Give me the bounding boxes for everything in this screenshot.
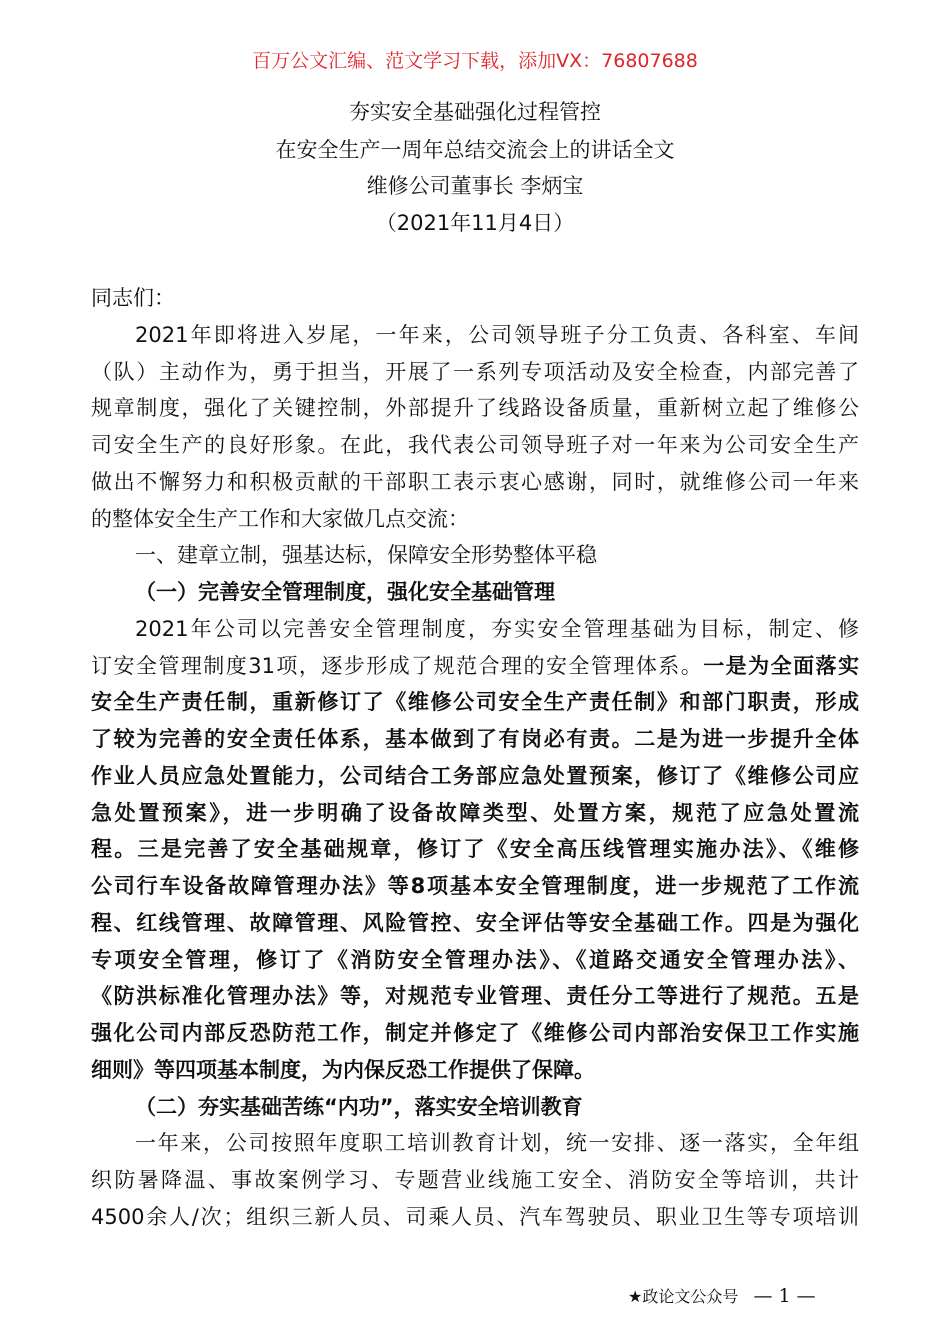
text-segment: 订安全管理制度31项，逐步形成了规范合理的安全管理体系。 [91,653,704,678]
text-line [91,390,859,427]
text-line [91,978,859,1015]
text-line [91,795,859,832]
text-line [91,1199,859,1236]
text-segment: 一、建章立制，强基达标，保障安全形势整体平稳 [135,543,597,568]
text-segment: 一年来，公司按照年度职工培训教育计划，统一安排、逐一落实，全年组 [135,1131,859,1156]
text-line [91,1162,859,1199]
text-segment: 2021年公司以完善安全管理制度，夯实安全管理基础为目标，制定、修 [135,616,859,641]
text-segment: 织防暑降温、事故案例学习、专题营业线施工安全、消防安全等培训，共计 [91,1168,859,1192]
text-line [91,721,859,758]
text-segment: 作业人员应急处置能力，公司结合工务部应急处置预案，修订了《维修公司应 [91,763,859,788]
text-segment: 《防洪标准化管理办法》等，对规范专业管理、责任分工等进行了规范。五是 [91,984,859,1009]
text-line [91,942,859,979]
text-segment: 司安全生产的良好形象。在此，我代表公司领导班子对一年来为公司安全生产 [91,433,859,457]
text-segment: 公司行车设备故障管理办法》等8项基本安全管理制度，进一步规范了工作流 [91,874,859,898]
text-segment: （二）夯实基础苦练“内功”，落实安全培训教育 [135,1094,583,1119]
speaker: 维修公司董事长 李炳宝 [366,174,584,198]
text-line [91,354,859,391]
text-line [91,1125,859,1162]
text-line [91,317,859,354]
text-line [91,831,859,868]
text-line [91,464,859,501]
text-segment: 2021年即将进入岁尾，一年来，公司领导班子分工负责、各科室、车间 [135,322,859,347]
text-segment: 同志们： [91,286,175,310]
text-segment: 4500余人/次；组织三新人员、司乘人员、汽车驾驶员、职业卫生等专项培训 [91,1204,859,1229]
footer-source: ★政论文公众号 [628,1287,739,1306]
text-line [91,1015,859,1052]
text-segment: （一）完善安全管理制度，强化安全基础管理 [135,580,555,604]
text-line [91,611,859,648]
text-segment: 程。三是完善了安全基础规章，修订了《安全高压线管理实施办法》、《维修 [91,837,859,862]
text-line [91,537,859,574]
text-line [91,1052,859,1089]
text-segment: 程、红线管理、故障管理、风险管控、安全评估等安全基础工作。四是为强化 [91,910,859,935]
text-line [91,280,859,317]
document-title: 夯实安全基础强化过程管控 [349,100,601,124]
text-segment: 细则》等四项基本制度，为内保反恐工作提供了保障。 [91,1057,595,1082]
text-segment: 安全生产责任制，重新修订了《维修公司安全生产责任制》和部门职责，形成 [91,690,859,715]
text-segment: 规章制度，强化了关键控制，外部提升了线路设备质量，重新树立起了维修公 [91,396,859,421]
promo-banner: 百万公文汇编、范文学习下载，添加VX：76807688 [252,50,698,72]
text-line [91,905,859,942]
text-segment: （队）主动作为，勇于担当，开展了一系列专项活动及安全检查，内部完善了 [91,359,859,384]
text-line [91,427,859,464]
text-line [91,684,859,721]
text-line [91,501,859,538]
document-subtitle: 在安全生产一周年总结交流会上的讲话全文 [275,138,675,162]
text-line [91,758,859,795]
text-segment: 了较为完善的安全责任体系，基本做到了有岗必有责。二是为进一步提升全体 [91,727,859,751]
document-date: （2021年11月4日） [375,211,575,235]
text-segment: 强化公司内部反恐防范工作，制定并修定了《维修公司内部治安保卫工作实施 [91,1021,859,1045]
text-segment: 一是为全面落实 [703,653,859,678]
text-line [91,868,859,905]
text-line [91,574,859,611]
text-line [91,648,859,685]
text-segment: 专项安全管理，修订了《消防安全管理办法》、《道路交通安全管理办法》、 [91,947,859,972]
text-line [91,1089,859,1126]
text-segment: 做出不懈努力和积极贡献的干部职工表示衷心感谢，同时，就维修公司一年来 [91,469,859,494]
text-segment: 急处置预案》，进一步明确了设备故障类型、处置方案，规范了应急处置流 [91,800,859,825]
document-body [91,280,859,1236]
page-footer [628,1284,816,1307]
text-segment: 的整体安全生产工作和大家做几点交流： [91,506,469,531]
page-number: — 1 — [753,1285,816,1307]
